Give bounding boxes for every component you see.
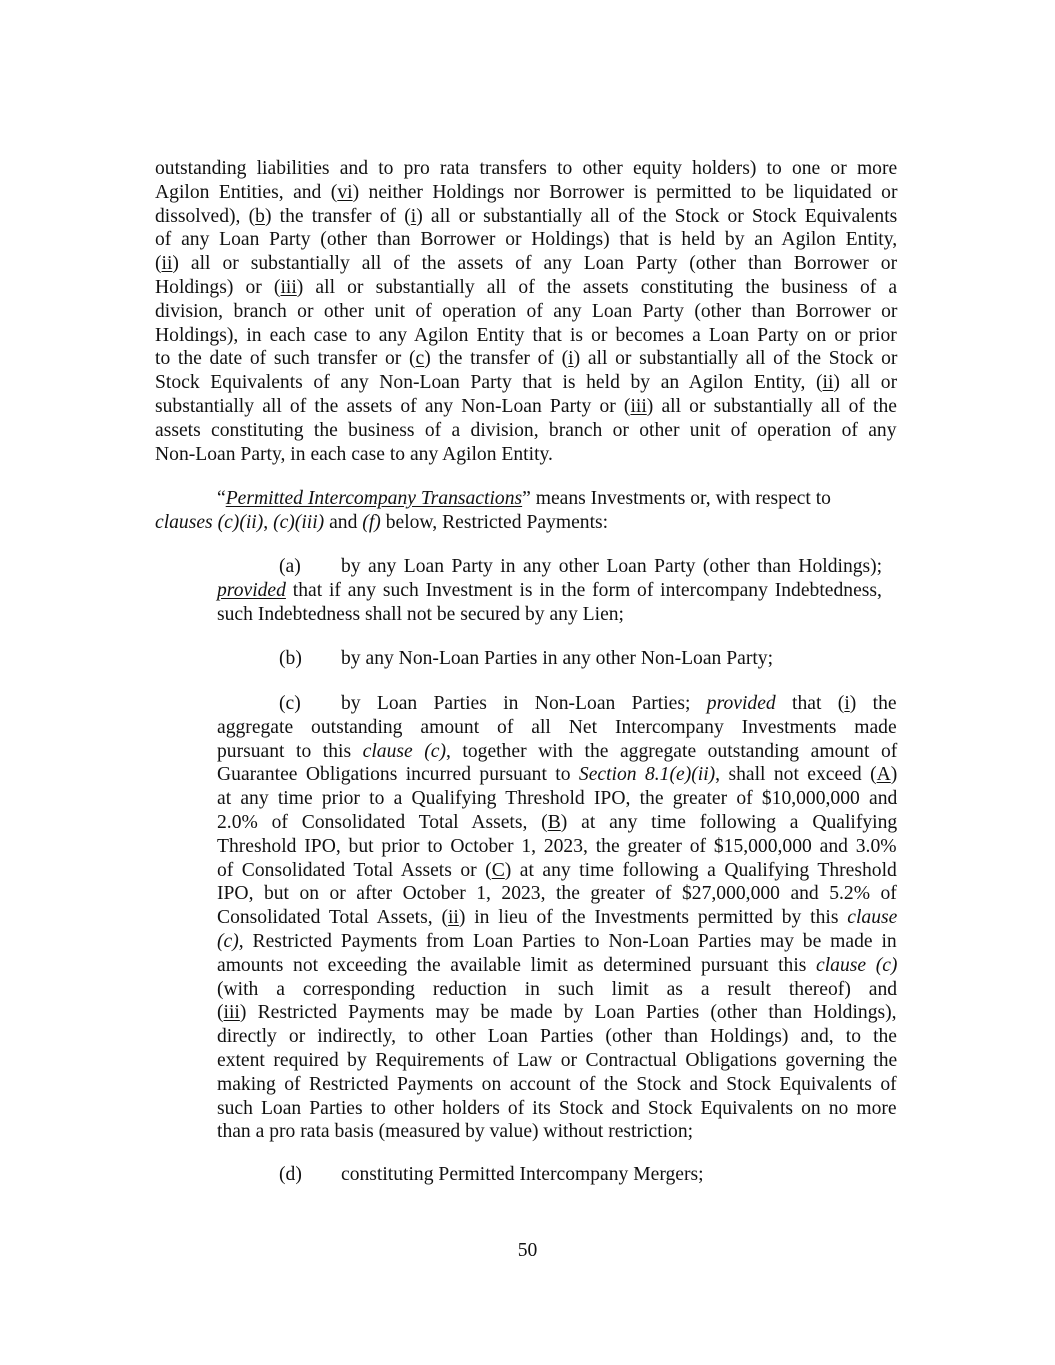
definition-line: clauses (c)(ii), (c)(iii) and (f) below, Restricted Payments: [155,511,609,533]
clause-line: Threshold IPO, but prior to October 1, 2023, the greater of $15,000,000 and 3.0% [217,835,897,857]
clause-first-line: by Loan Parties in Non-Loan Parties; provided that (i) the [341,693,897,714]
paragraph-line: Holdings) or (iii) all or substantially all of the assets constituting the business of a [155,277,898,298]
clause-line: at any time prior to a Qualifying Threshold IPO, the greater of $10,000,000 and [217,788,898,810]
definition-line: “Permitted Intercompany Transactions” means Investments or, with respect to [217,488,831,509]
clause-line: such Loan Parties to other holders of its Stock and Stock Equivalents on no more [217,1097,897,1119]
clause-line: (iii) Restricted Payments may be made by Loan Parties (other than Holdings), [217,1002,897,1024]
clause-line: directly or indirectly, to other Loan Parties (other than Holdings) and, to the [217,1026,898,1048]
paragraph-line: (ii) all or substantially all of the assets of any Loan Party (other than Borrower or [155,253,898,275]
clause-line: IPO, but on or after October 1, 2023, the greater of $27,000,000 and 5.2% of [217,883,897,905]
paragraph-line: Stock Equivalents of any Non-Loan Party that is held by an Agilon Entity, (ii) all or [155,372,898,394]
clause-label: (d) [279,1164,302,1185]
clause-line: Consolidated Total Assets, (ii) in lieu of the Investments permitted by this clause [217,907,898,929]
clause-label: (b) [279,648,302,669]
clause-label: (a) [279,556,301,577]
page-number: 50 [517,1240,538,1261]
clause-line: aggregate outstanding amount of all Net Intercompany Investments made [217,716,897,738]
clause-line: such Indebtedness shall not be secured by any Lien; [217,603,625,625]
paragraph-line: assets constituting the business of a division, branch or other unit of operation of any [155,419,897,441]
clause-line: pursuant to this clause (c), together with the aggregate outstanding amount of [217,740,898,762]
paragraph-line: substantially all of the assets of any Non-Loan Party or (iii) all or substantially all of the [155,396,897,417]
paragraph-line: to the date of such transfer or (c) the transfer of (i) all or substantially all of the Stock or [155,348,898,370]
clause-line: (with a corresponding reduction in such limit as a result thereof) and [217,978,898,1000]
clause-line: (c), Restricted Payments from Loan Parties to Non-Loan Parties may be made in [217,931,897,952]
clause-label: (c) [279,693,301,714]
clause-first-line: by any Loan Party in any other Loan Party (other than Holdings); [341,556,883,577]
paragraph-line: outstanding liabilities and to pro rata transfers to other equity holders) to one or more [155,158,898,179]
clause-line: of Consolidated Total Assets or (C) at any time following a Qualifying Threshold [217,859,897,881]
paragraph-line: division, branch or other unit of operation of any Loan Party (other than Borrower or [155,300,898,322]
clause-line: amounts not exceeding the available limit as determined pursuant this clause (c) [217,954,898,976]
clause-line: provided that if any such Investment is in the form of intercompany Indebtedness, [217,579,882,601]
paragraph-line: Non-Loan Party, in each case to any Agilon Entity. [155,443,553,465]
paragraph-line: of any Loan Party (other than Borrower or Holdings) that is held by an Agilon Entity, [155,229,898,251]
clause-first-line: by any Non-Loan Parties in any other Non-Loan Party; [341,648,774,669]
clause-line: extent required by Requirements of Law or Contractual Obligations governing the [217,1050,898,1071]
paragraph-line: Holdings), in each case to any Agilon Entity that is or becomes a Loan Party on or prior [155,324,897,346]
clause-line: Guarantee Obligations incurred pursuant to Section 8.1(e)(ii), shall not exceed (A) [217,764,898,786]
paragraph-line: dissolved), (b) the transfer of (i) all or substantially all of the Stock or Stock Equivalents [155,205,898,227]
clause-line: 2.0% of Consolidated Total Assets, (B) at any time following a Qualifying [217,812,898,833]
paragraph-line: Agilon Entities, and (vi) neither Holdings nor Borrower is permitted to be liquidated or [155,181,898,203]
clause-line: making of Restricted Payments on account of the Stock and Stock Equivalents of [217,1073,897,1095]
clause-first-line: constituting Permitted Intercompany Mergers; [341,1164,704,1185]
clause-line: than a pro rata basis (measured by value) without restriction; [217,1121,694,1143]
